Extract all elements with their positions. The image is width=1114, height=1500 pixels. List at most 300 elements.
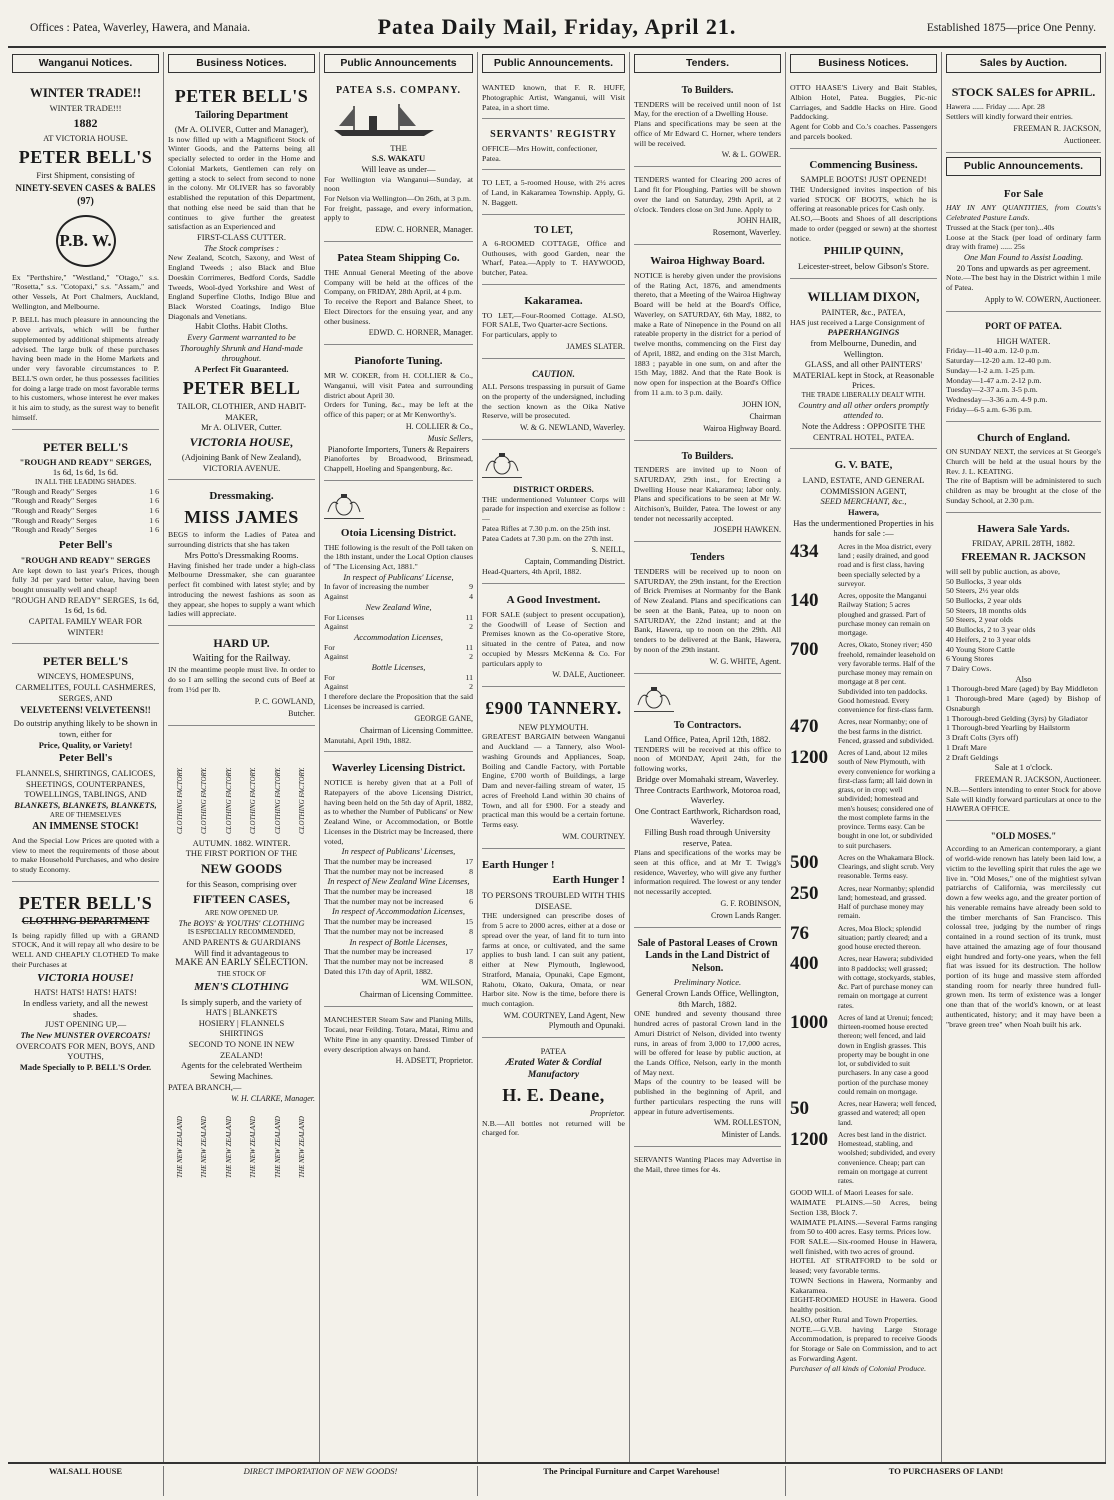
winter-trade-ad	[12, 79, 159, 429]
property-description: Acres, near Normanby; splendid land; homestead, and grassed. Half of purchase money may remain.	[838, 883, 935, 921]
text: Dated this 17th day of April, 1882.	[324, 966, 433, 976]
property-acres: 470	[790, 716, 819, 738]
list-item: Wednesday—3-36 a.m. 4-9 p.m.	[946, 395, 1048, 405]
text: 20 Tons and upwards as per agreement.	[956, 262, 1091, 273]
vertical-label: CLOTHING FACTORY.	[175, 767, 184, 834]
text: Agents for the celebrated Wertheim Sewing Machines.	[181, 1060, 302, 1081]
text: SHIRTINGS	[219, 1028, 264, 1039]
text: Mr A. OLIVER, Cutter.	[201, 422, 282, 433]
royal-crest-icon	[482, 451, 522, 478]
vote-label: Against	[324, 682, 349, 692]
list-item: 7 Dairy Cows.	[946, 664, 992, 674]
property-list	[790, 542, 937, 1186]
subhead: VICTORIA HOUSE,	[189, 434, 294, 449]
text: FOR SALE.—Six-roomed House in Hawera, well finished, with two acres of ground.	[790, 1236, 937, 1256]
text: 1s 6d, 1s 6d, 1s 6d.	[52, 467, 119, 478]
headline: The Principal Furniture and Carpet Warehouse!	[543, 1466, 720, 1476]
signature: GEORGE GANE,	[414, 713, 473, 723]
signature: W. G. WHITE, Agent.	[709, 656, 781, 666]
ss-company-ad	[324, 79, 473, 242]
headline: For Sale	[1003, 187, 1044, 200]
text: IS ESPECIALLY RECOMMENDED,	[187, 928, 296, 937]
list-item: 1 Thorough-bred Gelding (3yrs) by Gladiator	[946, 713, 1088, 723]
text: First Shipment, consisting of	[36, 170, 135, 181]
list-item: 6 Young Stores	[946, 654, 994, 664]
walsall-house-ad	[8, 1466, 164, 1496]
ship-name: S.S. WAKATU	[371, 153, 426, 164]
headline: STOCK SALES for APRIL.	[951, 85, 1096, 100]
text: For Nelson via Wellington—On 26th, at 3 p.m.	[324, 193, 471, 203]
property-acres: 250	[790, 882, 819, 904]
serges-ad	[12, 434, 159, 645]
vote-label: In favor of increasing the number	[324, 582, 429, 592]
headline: A Good Investment.	[506, 594, 601, 607]
signature: WM. COURTNEY.	[562, 831, 625, 841]
text: The Stock comprises :	[204, 242, 279, 253]
property-description: Acres, near Normanby; one of the best farms in the district. Fenced, grassed and subdivided.	[838, 717, 934, 745]
steam-shipping-ad	[324, 246, 473, 345]
text: MR W. COKER, from H. COLLIER & Co., Wanganui, will visit Patea and surrounding district about April 30.	[324, 371, 473, 400]
column-business-notices	[164, 52, 320, 1462]
text: Patea.	[482, 153, 501, 163]
text: OVERCOATS FOR MEN, BOYS, AND YOUTHS,	[16, 1040, 155, 1062]
text: The rite of Baptism will be administered to such children as may be brought at the close of the Sunday School, at 2.30 p.m.	[946, 476, 1101, 505]
text: NOTICE is hereby given under the provisions of the Rating Act, 1876, and amendments thereto, that a Meeting of the Wairoa Highway Board will be held at the Board's Office, Waverley, on SATURDAY, 6th May, 1882, to make a Rate of Ninepence in the Pound on all rateable property in the district for a period of twelve months, commencing on the First day of April, 1882, and ending on the 31st March, 1883 ; payable in one sum, on and after the 15th May, 1882. And that the Rate Book is now open for inspection at the Board's Office from 11 a.m. to 3 p.m. daily.	[634, 270, 781, 397]
text: To receive the Report and Balance Sheet, to Elect Directors for the ensuing year, and any other business.	[324, 297, 473, 326]
property-acres: 1200	[790, 1128, 828, 1150]
contractors-ad	[634, 678, 781, 928]
serge-line: "Rough and Ready" Serges	[12, 486, 97, 496]
year: 1882	[73, 116, 98, 130]
text: One Man Found to Assist Loading.	[963, 252, 1084, 263]
text: Is now filled up with a Magnificent Stock of Winter Goods, and the Patterns being all specially selected to order in the Home and Colonial Markets, Gentlemen can rely on getting a stock to select from second to none in the colony. Mr OLIVER has so favorably established the reputation of this Department, that nothing else need be said than that he continues to give further the greatest satisfaction as an Experienced and	[168, 134, 315, 232]
new-zealand-strip	[168, 1108, 315, 1178]
property-listing	[790, 640, 937, 714]
list-item: Friday—11-40 a.m. 12-0 p.m.	[946, 346, 1040, 356]
vertical-label: CLOTHING FACTORY.	[298, 767, 307, 834]
painter-ad	[790, 283, 937, 450]
column-header: Sales by Auction.	[946, 54, 1101, 73]
property-description: Acres best land in the district. Homestead, stabling, and woolshed; subdivided, and every convenience. Cheap; part can remain on mortgage at current rates.	[838, 1129, 936, 1186]
column-public-announcements-2	[478, 52, 630, 1462]
signature: JOHN ION,	[742, 399, 781, 409]
headline: TO PURCHASERS OF LAND!	[888, 1466, 1004, 1476]
column-header: Business Notices.	[790, 54, 937, 73]
text: TENDERS wanted for Clearing 200 acres of Land fit for Ploughing. Parties will be shown over the land on Saturday, 29th April, at 2 o'clock. Tenders close on 3rd June. Apply to	[634, 175, 781, 214]
text: Hawera ...... Friday ...... Apr. 28	[946, 102, 1045, 112]
signature: FREEMAN R. JACKSON, Auctioneer.	[974, 774, 1101, 784]
text: Patea Rifles at 7.30 p.m. on the 25th inst.	[482, 523, 611, 533]
list-item: 3 Draft Colts (3yrs off)	[946, 733, 1019, 743]
serge-price: 1 6	[149, 505, 159, 515]
text: A Perfect Fit Guaranteed.	[194, 363, 289, 374]
text: WAIMATE PLAINS.—50 Acres, being Section 138, Block 7.	[790, 1198, 937, 1217]
headline: £900 TANNERY.	[485, 698, 622, 719]
text: TENDERS will be received until noon of 1st May, for the erection of a Dwelling House.	[634, 99, 781, 119]
text: Purchaser of all kinds of Colonial Produce.	[790, 1363, 927, 1373]
signature: Minister of Lands.	[721, 1130, 781, 1140]
text: Will leave as under—	[361, 163, 436, 174]
text: HOTEL AT STRATFORD to be sold or leased; very favorable terms.	[790, 1256, 937, 1276]
text: Ex "Perthshire," "Westland," "Otago," s.s. "Rosetta," s.s. "Cotopaxi," s.s. "Assam," and other Vessels, At Port Chalmers, Auckland, Wellington, and Melbourne.	[12, 272, 159, 311]
text: In respect of Publicans' License,	[343, 571, 454, 582]
text: Agent for Cobb and Co.'s coaches. Passengers and parcels booked.	[790, 122, 937, 141]
text: Also	[1015, 673, 1032, 684]
text: Is simply superb, and the variety of	[181, 996, 302, 1007]
signature: Apply to W. COWERN, Auctioneer.	[984, 294, 1101, 304]
dressmaking-ad	[168, 484, 315, 626]
subhead: HIGH WATER.	[996, 335, 1051, 346]
text: THE Undersigned invites inspection of his varied STOCK OF BOOTS, which he is offering at reasonable prices for Cash only.	[790, 184, 937, 214]
text: Leicester-street, below Gibson's Store.	[798, 261, 929, 272]
builders-ad-2	[634, 445, 781, 543]
vote-label: Against	[324, 622, 349, 632]
vote-label: That the number may not be increased	[324, 896, 444, 906]
text: JUST OPENING UP,—	[44, 1019, 127, 1030]
text: FLANNELS, SHIRTINGS, CALICOES, SHEETINGS, COUNTERPANES, TOWELLINGS, TABLINGS, AND	[15, 768, 156, 800]
text: General Crown Lands Office, Wellington, 8th March, 1882.	[636, 988, 779, 1009]
wairoa-board-ad	[634, 249, 781, 440]
text: For particulars, apply to	[482, 330, 557, 340]
signature: EDW. C. HORNER, Manager.	[375, 225, 473, 235]
text: Hawera,	[848, 506, 879, 517]
sawmill-ad	[324, 1011, 473, 1072]
text: Country and all other orders promptly attended to.	[798, 399, 929, 421]
list-item: 2 Draft Geldings	[946, 752, 999, 762]
stock-list	[946, 577, 1101, 674]
text: NOTE.—G.V.B. having Large Storage Accommodation, is prepared to receive Goods for Storage or Sale on Commission, and to act as Forwarding Agent.	[790, 1324, 937, 1363]
text: Plans and specifications may be seen at the office of Mr Edward C. Horner, where tenders will be received.	[634, 119, 781, 148]
photographer-ad	[482, 79, 625, 119]
headline: Sale of Pastoral Leases of Crown Lands in the Land District of Nelson.	[637, 937, 778, 974]
livery-stables-ad	[790, 79, 937, 148]
column-header: Wanganui Notices.	[12, 54, 159, 73]
subhead: VICTORIA HOUSE!	[37, 971, 134, 984]
serge-price: 1 6	[149, 496, 159, 506]
text: WINCEYS, HOMESPUNS, CARMELITES, FOULL CASHMERES, SERGES, AND	[15, 671, 156, 703]
column-public-announcements-1	[320, 52, 478, 1462]
serge-line: "Rough and Ready" Serges	[12, 496, 97, 506]
headline: To Builders.	[681, 85, 734, 97]
section-header: Public Announcements.	[946, 157, 1101, 176]
text: In respect of Accommodation Licenses,	[332, 906, 465, 917]
boots-ad	[790, 153, 937, 279]
property-listing	[790, 853, 937, 881]
steamship-icon	[324, 102, 444, 138]
count: (97)	[77, 196, 94, 207]
headline: "OLD MOSES."	[990, 831, 1057, 842]
text: PAINTER, &c., PATEA,	[821, 306, 906, 317]
signature: W. & L. GOWER.	[721, 150, 781, 160]
signature: Captain, Commanding District.	[524, 557, 625, 567]
old-moses-article	[946, 825, 1101, 1035]
signature: Rosemont, Waverley.	[712, 228, 781, 238]
property-acres: 1000	[790, 1011, 828, 1033]
text: Note.—The best hay in the District within 1 mile of Patea.	[946, 273, 1101, 293]
text: THE undermentioned Volunteer Corps will parade for inspection and exercise as follow :—	[482, 494, 625, 524]
text: TENDERS are invited up to Noon of SATURDAY, 29th inst., for Erecting a Dwelling House near Kakaramea; labor only. Plans and specifications to be seen at Mr W. Aitchison's, Builder, Patea. The lowest or any tender not necessarily accepted.	[634, 465, 781, 523]
headline: Earth Hunger !	[482, 858, 555, 871]
property-listing	[790, 542, 937, 588]
subhead: NEW PLYMOUTH.	[518, 721, 589, 732]
aerated-water-ad	[482, 1042, 625, 1144]
text: Made Specially to P. BELL'S Order.	[19, 1061, 152, 1072]
text: Has the undermentioned Properties in his hands for sale :—	[793, 517, 934, 539]
text: FIRST-CLASS CUTTER.	[197, 232, 286, 243]
column-header: Business Notices.	[168, 54, 315, 73]
list-item: 50 Steers, 2 year olds	[946, 615, 1013, 625]
text: One Contract Earthwork, Richardson road, Waverley.	[634, 805, 781, 827]
land-agent-ad	[790, 453, 937, 1379]
property-listing	[790, 1013, 937, 1096]
text: SEED MERCHANT, &c.,	[820, 496, 907, 507]
text: Sale at 1 o'clock.	[994, 762, 1053, 773]
property-description: Acres, near Hawera; well fenced, grassed and watered; all open land.	[838, 1099, 937, 1127]
text: THE STOCK OF	[217, 970, 266, 979]
text: Accommodation Licenses,	[354, 631, 443, 642]
text: Will find it advantageous to	[194, 947, 289, 958]
subhead: MEN'S CLOTHING	[194, 980, 289, 993]
otoia-licensing-ad: Otoia Licensing District. THE following is the result of the Poll taken on the 18th instant, under the Local Option clauses of "The Licensing Act, 1881." In respect of Publicans' License, In favor of increasing the number 9 Against 4 New Zealand Wine, For Licenses 11 Against 2 Accommodation Licenses, For 11 Against 2 Bottle Licenses, For 11 Against 2 I therefore declare the Proposition that the said Licenses be increased is carried. GEORGE GANE, Chairman of Licensing Committee. Manutahi, April 19th, 1882.	[324, 485, 473, 753]
property-acres: 500	[790, 851, 819, 873]
property-description: Acres in the Moa district, every land ; easily drained, and good road and is first class, having been specially selected by a surveyor.	[838, 541, 932, 588]
signature: WM. WILSON,	[421, 978, 473, 988]
text: ALSO, other Rural and Town Properties.	[790, 1314, 918, 1324]
signature: Proprietor.	[589, 1108, 625, 1118]
headline: PATEA S.S. COMPANY.	[335, 85, 462, 97]
signature: P. C. GOWLAND,	[254, 696, 315, 706]
text: TO PERSONS TROUBLED WITH THIS DISEASE.	[482, 890, 625, 911]
signature: H. COLLIER & Co.,	[405, 421, 473, 431]
list-item: 1 Thorough-bred Mare (aged) by Bishop of Osnaburgh	[946, 694, 1101, 713]
clothing-ad	[12, 886, 159, 1079]
text: ON SUNDAY NEXT, the services at St George's Church will be held at the usual hours by the Rev. J. L. KEATING.	[946, 447, 1101, 476]
text: The New MUNSTER OVERCOATS!	[20, 1029, 151, 1040]
subhead: AN IMMENSE STOCK!	[32, 821, 139, 833]
text: for this Season, comprising over	[186, 879, 297, 890]
headline: Patea Steam Shipping Co.	[337, 252, 460, 265]
property-acres: 700	[790, 639, 819, 661]
vertical-label: THE NEW ZEALAND	[200, 1116, 209, 1179]
text: HAY IN ANY QUANTITIES, from Coutts's Celebrated Pasture Lands.	[946, 203, 1101, 223]
vertical-label: CLOTHING FACTORY.	[249, 767, 258, 834]
vote-label: For Licenses	[324, 612, 365, 622]
winceys-ad	[12, 648, 159, 881]
waverley-licensing-ad: Waverley Licensing District. NOTICE is hereby given that at a Poll of Ratepayers of the above Licensing District, having been held on the 5th day of April, 1882, as to whether the Number of Publicans' or New Zealand Wine, or Accommodation, or Bottle Licenses in the District may be Increased, there voted, In respect of Publicans' Licenses, That the number may be increased 17 That the number may not be increased 8 In respect of New Zealand Wine Licenses, That the number may be increased 18 That the number may not be increased 6 In respect of Accommodation Licenses, That the number may be increased 15 That the number may not be increased 8 In respect of Bottle Licenses, That the number may be increased 17 That the number may not be increased 8 Dated this 17th day of April, 1882. WM. WILSON, Chairman of Licensing Committee.	[324, 756, 473, 1007]
property-acres: 434	[790, 540, 819, 562]
text: Bridge over Momahaki stream, Waverley.	[636, 773, 779, 784]
text: LAND, ESTATE, AND GENERAL COMMISSION AGENT,	[802, 475, 925, 496]
text: Trussed at the Stack (per ton)...40s	[946, 222, 1055, 232]
text: PATEA	[540, 1045, 567, 1056]
established-line: Established 1875—price One Penny.	[926, 22, 1096, 34]
sale-yards-ad	[946, 517, 1101, 822]
text: Manutahi, April 19th, 1882.	[324, 735, 412, 745]
headline: SERVANTS' REGISTRY	[490, 129, 617, 141]
text: will sell by public auction, as above,	[946, 566, 1060, 576]
text: FOR SALE (subject to present occupation), the Goodwill of Lease of Section and Premises known as the Co-operative Store, situated in the centre of Patea, and now occupied by Messrs McKenna & Co. For particulars apply to	[482, 609, 625, 668]
signature: Auctioneer.	[1063, 135, 1101, 145]
text: THE	[390, 142, 407, 153]
text: OTTO HAASE'S Livery and Bait Stables, Albion Hotel, Patea. Buggies, Pic-nic Carriages, and Saddle Hacks on Hire. Good Paddocking.	[790, 83, 937, 122]
text: Mrs Potto's Dressmaking Rooms.	[184, 549, 299, 560]
text: MANCHESTER Steam Saw and Planing Mills, Tocaui, near Feilding. Totara, Matai, Rimu and White Pine in any quantity. Dressed Timber of every description always on hand.	[324, 1015, 473, 1054]
serge-line: "Rough and Ready" Serges	[12, 525, 97, 535]
builders-ad-1	[634, 79, 781, 167]
text: And the Special Low Prices are quoted with a view to meet the requirements of those about to make Household Purchases, and who desire to study Economy.	[12, 835, 159, 874]
text: N.B.—Settlers intending to enter Stock for above Sale will kindly forward particulars at once to the HAWERA OFFICE.	[946, 784, 1101, 814]
tide-table	[946, 346, 1101, 414]
property-listing	[790, 924, 937, 952]
text: Is being rapidly filled up with a GRAND STOCK, And it will repay all who desire to be WELL AND CHEAPLY CLOTHED To make their Purchases at	[12, 930, 159, 969]
column-sales-by-auction	[942, 52, 1106, 1462]
vertical-label: THE NEW ZEALAND	[298, 1116, 307, 1179]
list-item: 1 Thorough-bred Mare (aged) by Bay Middleton	[946, 684, 1098, 694]
property-acres: 1200	[790, 747, 828, 769]
pb-logo: P.B. W.	[56, 215, 116, 267]
property-description: Acres, Moa Block; splendid situation; partly cleared; and a good house erected thereon.	[838, 923, 928, 952]
headline: CAUTION.	[532, 368, 575, 379]
text: TAILOR, CLOTHIER, AND HABIT-MAKER,	[176, 401, 307, 422]
text: IN ALL THE LEADING SHADES.	[35, 477, 136, 486]
vertical-label: THE NEW ZEALAND	[175, 1116, 184, 1179]
investment-ad	[482, 588, 625, 687]
text: THE following is the result of the Poll taken on the 18th instant, under the Local Option clauses of "The Licensing Act, 1881."	[324, 542, 473, 572]
signature: JOSEPH HAWKEN.	[713, 525, 781, 535]
text: New Zealand, Scotch, Saxony, and West of England Tweeds ; also Black and Blue Doeskin Corrimeres, Bedford Cords, Saddle Tweeds, Wool-dyed Yorkshire and West of England Superfine Cloths, Indigo Blue and Black Worsted Coatings, Indigo Blue Diagonals and Venetians.	[168, 253, 315, 321]
signature: Crown Lands Ranger.	[711, 910, 781, 920]
house-to-let-ad	[482, 174, 625, 214]
headline: Waverley Licensing District.	[331, 762, 466, 775]
text: THE Annual General Meeting of the above Company will be held at the offices of the Company, on FRIDAY, 28th April, at 4 p.m.	[324, 267, 473, 297]
newspaper-title: Patea Daily Mail, Friday, April 21.	[377, 14, 737, 39]
tannery-ad	[482, 691, 625, 848]
text: Three Contracts Earthwork, Motoroa road, Waverley.	[634, 784, 781, 806]
text: TO LET,—Four-Roomed Cottage. ALSO, FOR SALE, Two Quarter-acre Sections.	[482, 310, 625, 330]
list-item: Sunday—1-2 a.m. 1-25 p.m.	[946, 365, 1036, 375]
list-item: 1 Thorough-bred Yearling by Hailstorm	[946, 723, 1070, 733]
kakaramea-ad	[482, 289, 625, 359]
text: Having finished her trade under a high-class Melbourne Dressmaker, she can guarantee perfect fit combined with latest style; and by introducing the newest fashions as soon as they appear, she hopes to supply a want which ladies will appreciate.	[168, 560, 315, 619]
text: Head-Quarters, 4th April, 1882.	[482, 567, 582, 577]
signature: JOHN HAIR,	[737, 216, 781, 226]
property-description: Acres, opposite the Manganui Railway Station; 5 acres ploughed and grassed. Part of purchase money can remain on mortgage.	[838, 591, 930, 638]
vote-label: That the number may be increased	[324, 917, 432, 927]
offices-line: Offices : Patea, Waverley, Hawera, and Manaia.	[30, 22, 251, 34]
signature: H. ADSETT, Proprietor.	[395, 1056, 473, 1066]
text: GOOD WILL of Maori Leases for sale.	[790, 1188, 914, 1198]
text: Filling Bush road through University reserve, Patea.	[644, 827, 771, 848]
adams-drapery-ad	[164, 1466, 478, 1496]
text: NOTICE is hereby given that at a Poll of Ratepayers of the above Licensing District, having been held on the 5th day of April, 1882, as to whether the Number of Publicans' or New Zealand Wine, or Accommodation, or Bottle Licenses in the District may be Increased, there voted,	[324, 778, 473, 846]
bank-tenders-ad	[634, 546, 781, 673]
headline: Hawera Sale Yards.	[977, 522, 1070, 535]
pastoral-leases-ad	[634, 932, 781, 1147]
headline: PORT OF PATEA.	[985, 321, 1062, 332]
subhead: "ROUGH AND READY" SERGES	[20, 554, 151, 565]
horse-list	[946, 684, 1101, 762]
list-item: 40 Young Store Cattle	[946, 644, 1015, 654]
masthead	[0, 0, 1114, 44]
text: PATEA BRANCH,—	[168, 1081, 242, 1092]
servants-wanting-ad	[634, 1151, 781, 1180]
text: AND PARENTS & GUARDIANS	[182, 936, 301, 947]
property-acres: 140	[790, 590, 819, 612]
advertiser-name: MISS JAMES	[184, 506, 299, 527]
stock-sales-ad	[946, 79, 1101, 152]
text: In respect of New Zealand Wine Licenses,	[327, 876, 470, 887]
vote-label: That the number may be increased	[324, 947, 432, 957]
property-listing	[790, 884, 937, 921]
headline: WALSALL HOUSE	[49, 1466, 122, 1476]
text: (Mr A. OLIVER, Cutter and Manager),	[174, 124, 309, 135]
column-header: Tenders.	[634, 54, 781, 73]
headline: Commencing Business.	[809, 158, 918, 171]
text: In endless variety, and all the newest shades.	[23, 998, 148, 1019]
signature: WM. ROLLESTON,	[713, 1118, 781, 1128]
vote-label: Against	[324, 592, 349, 602]
text: WAIMATE PLAINS.—Several Farms ranging from 50 to 400 acres. Easy terms. Prices low.	[790, 1217, 937, 1237]
text: N.B.—All bottles not returned will be charged for.	[482, 1118, 625, 1138]
text: TO LET, a 5-roomed House, with 2½ acres of Land, in Kakaramea Township. Apply, G. N. Baggett.	[482, 178, 625, 207]
signature: FREEMAN R. JACKSON,	[1013, 123, 1101, 133]
subhead: FIFTEEN CASES,	[193, 891, 290, 906]
text: A 6-ROOMED COTTAGE, Office and Outhouses, with good Garden, near the Wharf, Patea.—Apply to T. HAYWOOD, butcher, Patea.	[482, 239, 625, 278]
property-description: Acres, near Hawera; subdivided into 8 paddocks; well grassed; with cottage, stockyards, stables, &c. Part of purchase money can remain on mortgage at current rates.	[838, 954, 936, 1010]
text: THE undersigned can prescribe doses of from 5 acre to 2000 acres, either at a dose or spread over the year, of land fit to turn into farms at once, or cultivated, and the same applies to bush land. I can suit any patient, either at New Plymouth, Inglewood, Stratford, Manaia, Opunaki, Cape Egmont, Rahotu, Okato, Oakura, Omata, or near Harbor site. Now is the time, before there is much contagion.	[482, 911, 625, 1009]
headline: Pianoforte Tuning.	[354, 355, 443, 368]
text: Note the Address : OPPOSITE THE CENTRAL HOTEL, PATEA.	[801, 421, 926, 442]
text: New Zealand Wine,	[365, 601, 432, 612]
signature: Wairoa Highway Board.	[703, 423, 781, 433]
piano-tuning-ad	[324, 349, 473, 481]
headline: PETER BELL'S	[174, 86, 309, 107]
vote-label: For	[324, 672, 335, 682]
column-header: Public Announcements	[324, 54, 473, 73]
text: HOSIERY | FLANNELS	[198, 1017, 285, 1028]
text: OFFICE—Mrs Howitt, confectioner,	[482, 143, 598, 153]
signature: W. DALE, Auctioneer.	[552, 670, 625, 680]
list-item: 50 Bullocks, 2 year olds	[946, 595, 1022, 605]
text: (Adjoining Bank of New Zealand), VICTORIA AVENUE.	[181, 451, 302, 473]
list-item: 40 Heifers, 2 to 3 year olds	[946, 634, 1031, 644]
subhead: VELVETEENS! VELVETEENS!!	[20, 705, 151, 716]
vote-label: For	[324, 642, 335, 652]
column-header: Public Announcements.	[482, 54, 625, 73]
royal-crest-icon	[634, 685, 674, 712]
advertiser-name: PHILIP QUINN,	[823, 245, 904, 258]
headline: Tenders	[690, 552, 725, 564]
land-purchasers-ad	[786, 1466, 1106, 1496]
location: AT VICTORIA HOUSE.	[43, 133, 128, 143]
signature: Chairman of Licensing Committee.	[359, 725, 473, 735]
headline: Earth Hunger !	[552, 874, 625, 887]
headline: DISTRICT ORDERS.	[513, 484, 594, 495]
subhead: Preliminary Notice.	[673, 977, 742, 988]
vote-label: That the number may not be increased	[324, 956, 444, 966]
text: ALSO,—Boots and Shoes of all descriptions made to order (pegged or sewn) at the shortest notice.	[790, 214, 937, 243]
property-description: Acres on the Whakamara Block. Clearings, and slight scrub. Very reasonable. Terms easy.	[838, 852, 935, 881]
text: For Wellington via Wanganui—Sunday, at noon	[324, 174, 473, 194]
text: SECOND TO NONE IN NEW ZEALAND!	[188, 1039, 295, 1060]
text: Land Office, Patea, April 12th, 1882.	[644, 734, 771, 745]
subhead: Waiting for the Railway.	[192, 652, 291, 664]
text: CAPITAL FAMILY WEAR FOR WINTER!	[28, 616, 143, 637]
property-listing	[790, 717, 937, 745]
district-orders-ad	[482, 444, 625, 584]
text: ARE OF THEMSELVES	[49, 810, 122, 819]
list-item: 40 Bullocks, 2 to 3 year olds	[946, 625, 1036, 635]
